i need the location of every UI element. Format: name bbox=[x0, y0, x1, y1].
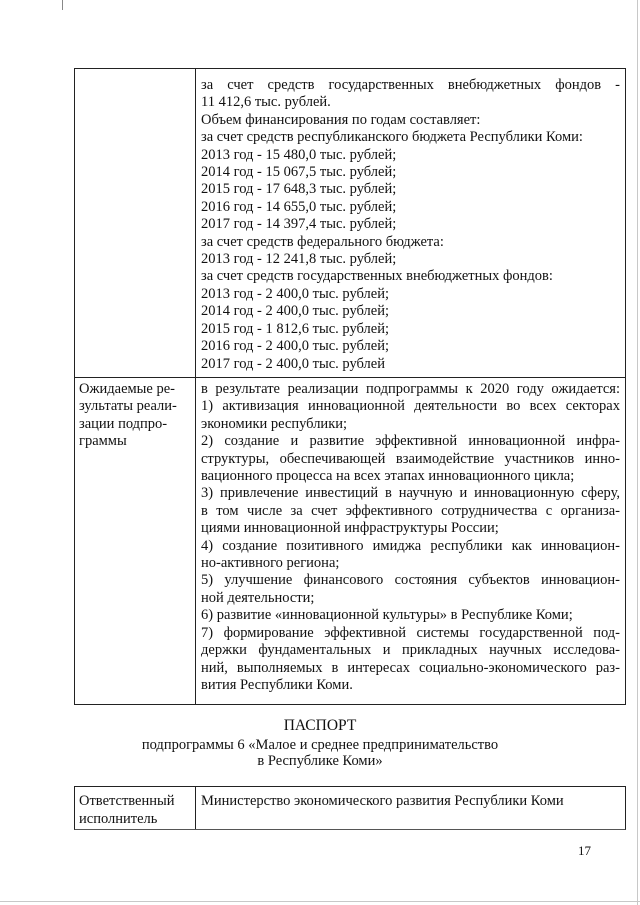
text-line: Объем финансирования по годам составляет: bbox=[201, 111, 481, 128]
text-line: циями инновационной инфраструктуры России; bbox=[201, 520, 499, 537]
text-line: в том числе за счет эффективного сотрудничества с организа- bbox=[201, 502, 620, 519]
label-line: Ответственный bbox=[79, 793, 175, 809]
text-line: держки фундаментальных и прикладных научных исследова- bbox=[201, 642, 620, 659]
text-line: 2014 год - 15 067,5 тыс. рублей; bbox=[201, 164, 397, 181]
text-line: 3) привлечение инвестиций в научную и инновационную сферу, bbox=[201, 485, 620, 502]
text-line: 2013 год - 15 480,0 тыс. рублей; bbox=[201, 146, 397, 163]
text-line: 2016 год - 2 400,0 тыс. рублей; bbox=[201, 338, 389, 355]
responsible-label-cell bbox=[75, 792, 195, 828]
label-line: Ожидаемые ре- bbox=[79, 381, 175, 397]
passport-title: ПАСПОРТ bbox=[283, 717, 357, 734]
text-line: 5) улучшение финансового состояния субъектов инновацион- bbox=[201, 572, 620, 589]
text-line: в результате реализации подпрограммы к 2020 году ожидается: bbox=[201, 381, 620, 397]
text-line: 1) активизация инновационной деятельности во всех секторах bbox=[201, 398, 620, 415]
label-line: исполнитель bbox=[79, 811, 158, 827]
text-line: экономики республики; bbox=[201, 415, 348, 432]
text-line: 4) создание позитивного имиджа республики как инновацион- bbox=[201, 537, 620, 554]
passport-table bbox=[74, 786, 626, 830]
text-line: 7) формирование эффективной системы государственной под- bbox=[201, 624, 620, 641]
funding-cell bbox=[196, 77, 625, 373]
text-line: вития Республики Коми. bbox=[201, 676, 353, 693]
text-line: 2017 год - 14 397,4 тыс. рублей; bbox=[201, 216, 397, 233]
scan-mark bbox=[62, 0, 63, 10]
passport-subtitle: в Республике Коми» bbox=[257, 753, 383, 769]
text-line: 2017 год - 2 400,0 тыс. рублей bbox=[201, 355, 385, 372]
text-line: 2015 год - 17 648,3 тыс. рублей; bbox=[201, 181, 397, 198]
text-line: 2013 год - 2 400,0 тыс. рублей; bbox=[201, 285, 389, 302]
text-line: за счет средств государственных внебюджетных фондов: bbox=[201, 268, 553, 285]
responsible-value: Министерство экономического развития Республики Коми bbox=[201, 793, 564, 809]
subprogram-table bbox=[74, 68, 626, 705]
text-line: 2013 год - 12 241,8 тыс. рублей; bbox=[201, 251, 397, 268]
column-divider bbox=[195, 787, 196, 829]
text-line: 2) создание и развитие эффективной инновационной инфра- bbox=[201, 433, 620, 450]
text-line: 6) развитие «инновационной культуры» в Республике Коми; bbox=[201, 607, 573, 624]
row-divider bbox=[75, 377, 625, 378]
label-line: граммы bbox=[79, 433, 127, 450]
label-line: зации подпро- bbox=[79, 415, 168, 432]
results-cell bbox=[196, 381, 625, 694]
text-line: ной деятельности; bbox=[201, 589, 315, 606]
label-line: зультаты реали- bbox=[79, 398, 177, 415]
text-line: 2015 год - 1 812,6 тыс. рублей; bbox=[201, 320, 389, 337]
page-number: 17 bbox=[578, 843, 591, 858]
text-line: вационного процесса на всех этапах инновационного цикла; bbox=[201, 468, 575, 485]
passport-subtitle: подпрограммы 6 «Малое и среднее предпринимательство bbox=[141, 737, 499, 753]
text-line: за счет средств республиканского бюджета Республики Коми: bbox=[201, 129, 583, 146]
text-line: но-активного региона; bbox=[201, 555, 340, 572]
text-line: структуры, обеспечивающей взаимодействие участников инно- bbox=[201, 450, 620, 467]
text-line: за счет средств государственных внебюджетных фондов - bbox=[201, 77, 620, 93]
text-line: 2014 год - 2 400,0 тыс. рублей; bbox=[201, 303, 389, 320]
text-line: 2016 год - 14 655,0 тыс. рублей; bbox=[201, 198, 397, 215]
results-label-cell bbox=[75, 381, 195, 451]
text-line: 11 412,6 тыс. рублей. bbox=[201, 94, 331, 111]
scan-edge bbox=[0, 901, 640, 902]
text-line: за счет средств федерального бюджета: bbox=[201, 233, 444, 250]
text-line: ний, выполняемых в интересах социально-экономического раз- bbox=[201, 659, 620, 676]
